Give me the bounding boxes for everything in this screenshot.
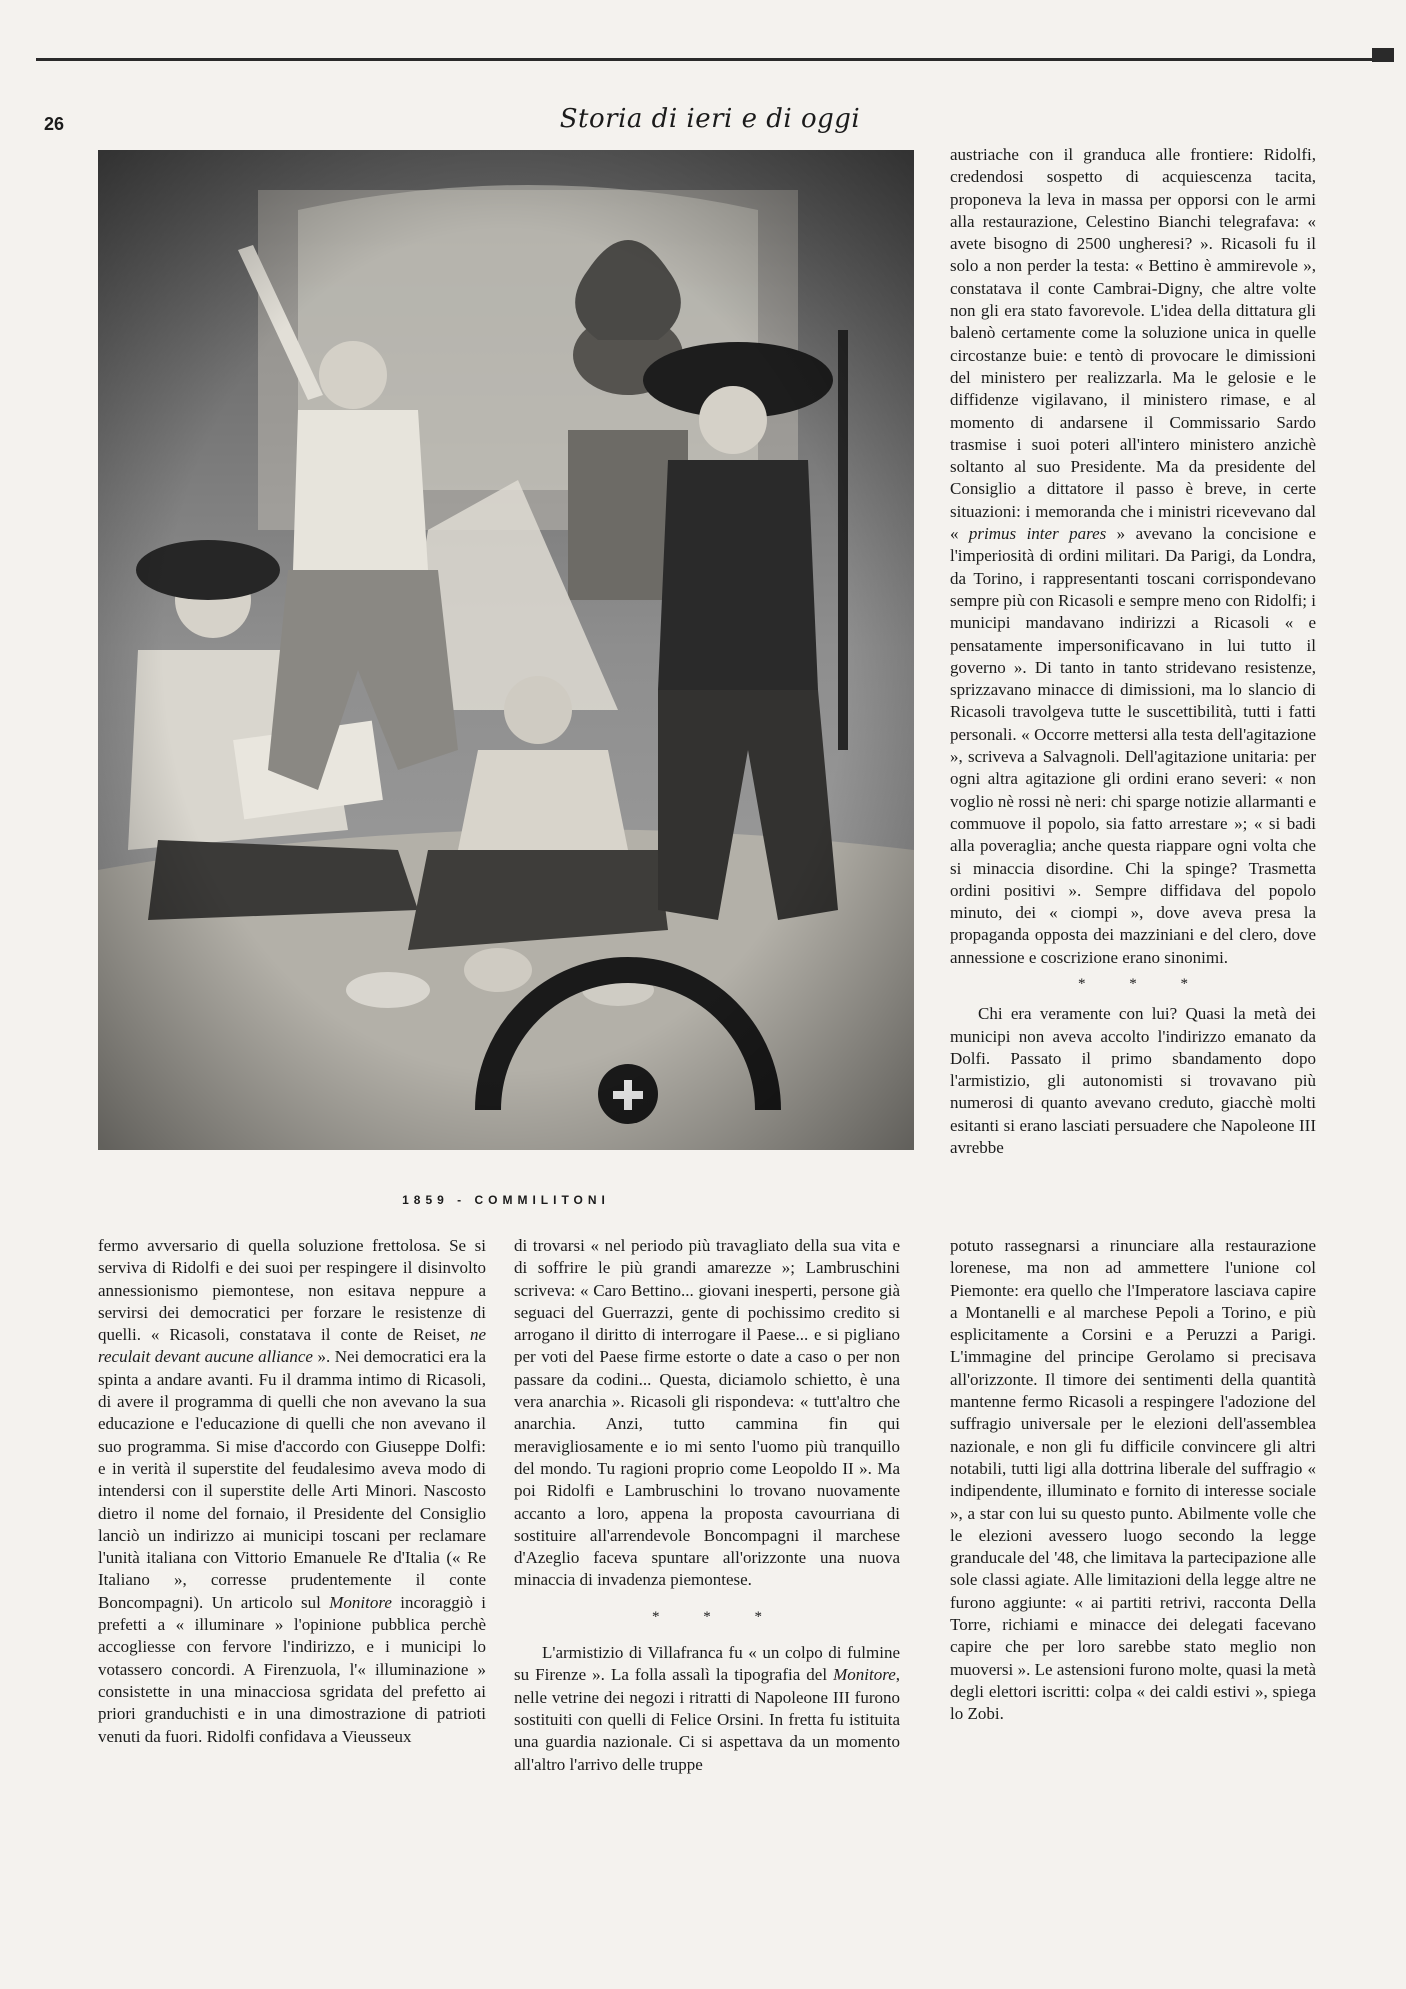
paragraph-text: , nelle vetrine dei negozi i ritratti di Napoleone III furono sostituiti con quelli di Felice Orsini. In fretta fu istituita una guardia nazionale. Ci si aspettava da un momento all'altro l'arrivo delle truppe bbox=[514, 1665, 901, 1774]
page-number: 26 bbox=[44, 114, 65, 134]
text-column-right-bottom bbox=[950, 1235, 1316, 1726]
italic-phrase: primus inter pares bbox=[968, 524, 1107, 544]
paragraph-text: incoraggiò i prefetti a « illuminare » l'opinione pubblica perchè accogliesse con fervore l'indirizzo, e i municipi lo votassero concordi. A Firenzuola, l'« illuminazione » consistette in una minacciosa sgridata del prefetto ai priori granduchisti e in una dimostrazione di patrioti venuti da fuori. Ridolfi confidava a Vieusseux bbox=[98, 1592, 487, 1746]
paragraph-text: » avevano la concisione e l'imperiosità di ordini militari. Da Parigi, da Londra, da Torino, i rappresentanti toscani corrispondevano sempre più con Ricasoli e sempre meno con Ridolfi; i municipi mandavano indirizzi a Ricasoli « e pensatamente impersonificavano in lui tutto il governo ». Di tanto in tanto stridevano resistenze, sprizzavano minacce di dimissioni, ma lo slancio di Ricasoli travolgeva tutte le suscettibilità, tutti i fatti personali. « Occorre mettersi alla testa dell'agitazione », scriveva a Salvagnoli. Dell'agitazione unitaria: per ogni altra agitazione gli ordini erano severi: « non voglio nè rossi nè neri: chi sparge notizie allarmanti e commuove il popolo, sia fatto arrestare »; « si badi alla poveraglia; anche questa riappare ogni volta che si minaccia disordine. Chi la spinge? Trasmetta ordini positivi ». Sempre diffidava del popolo minuto, dei « ciompi », dove aveva presa la propaganda opposta dei mazziniani e del clero, dove annessione e coscrizione erano sinonimi. bbox=[950, 524, 1316, 967]
top-rule bbox=[36, 58, 1376, 61]
historical-photograph bbox=[98, 150, 914, 1150]
running-title: Storia di ieri e di oggi bbox=[559, 104, 861, 134]
figure-caption: 1859 - COMMILITONI bbox=[402, 1193, 610, 1207]
paragraph: potuto rassegnarsi a rinunciare alla restaurazione lorenese, ma non ad ammettere l'unione col Piemonte: era quello che l'Imperatore lasciava capire a Montanelli e al marchese Pepoli a Torino, e più esplicitamente a Corsini e a Peruzzi a Parigi. L'immagine del principe Gerolamo si precisava all'orizzonte. Il timore dei sentimenti della quantità mantenne fermo Ricasoli a respingere l'adozione del suffragio universale per le elezioni dell'assemblea nazionale, e non gli fu difficile convincere gli altri notabili, tutti ligi alla dottrina liberale del suffragio « indipendente, illuminato e fornito di interesse sociale », a star con lui su questo punto. Abilmente volle che le elezioni avessero luogo secondo la legge granducale del '48, che limitava la partecipazione alle sole classi agiate. Alle limitazioni della legge altre ne furono aggiunte: « ai partiti retrivi, racconta Della Torre, richiami e minacce dei delegati facevano capire che per loro sarebbe stato meglio non muoversi ». Le astensioni furono molte, quasi la metà degli elettori iscritti: colpa « dei caldi estivi », spiega lo Zobi. bbox=[950, 1236, 1316, 1724]
paragraph-text: L'armistizio di Villafranca fu « un colpo di fulmine su Firenze ». La folla assalì la tipografia del bbox=[514, 1643, 900, 1685]
top-rule-end bbox=[1372, 48, 1394, 62]
section-separator: * * * bbox=[652, 1608, 762, 1625]
paragraph-text: fermo avversario di quella soluzione frettolosa. Se si serviva di Ridolfi e dei suoi per respingere il disinvolto annessionismo piemontese, non esitava neppure a servirsi dei democratici per forzare le resistenze di quelli. « Ricasoli, constatava il conte de Reiset, bbox=[98, 1236, 486, 1345]
paragraph-text: austriache con il granduca alle frontiere: Ridolfi, credendosi sospetto di acquiescenza tacita, proponeva la leva in massa per opporsi con le armi alla restaurazione, Celestino Bianchi telegrafava: « avete bisogno di 2500 ungheresi? ». Ricasoli fu il solo a non perder la testa: « Bettino è ammirevole », constatava il conte Cambrai-Digny, che altre volte non gli era stato favorevole. L'idea della dittatura gli balenò certamente come la soluzione unica in quelle circostanze buie: e tentò di provocare le dimissioni del ministero per realizzarla. Ma le gelosie e le diffidenze vigilavano, il ministero rimase, e al momento di andarsene il Commissario Sardo trasmise i suoi poteri all'intero ministero anzichè soltanto al suo Presidente. Ma da presidente del Consiglio a dittatore il passo è breve, in certe situazioni: i memoranda che i ministri ricevevano dal « bbox=[950, 145, 1316, 544]
italic-title: Monitore bbox=[833, 1665, 896, 1685]
paragraph-text: ». Nei democratici era la spinta a andare avanti. Fu il dramma intimo di Ricasoli, di avere il programma di quelli che non avevano la sua educazione e l'educazione di quelli che non avevano il suo programma. Si mise d'accordo con Giuseppe Dolfi: e in verità il superstite del feudalesimo aveva modo di intendersi con il superstite delle Arti Minori. Nascosto dietro il nome del fornaio, il Presidente del Consiglio lanciò un indirizzo ai municipi toscani per reclamare l'unità italiana con Vittorio Emanuele Re d'Italia (« Re Italiano », corresse prudentemente il conte Boncompagni). Un articolo sul bbox=[98, 1347, 486, 1612]
paragraph bbox=[98, 1235, 486, 1748]
text-column-right-top bbox=[950, 144, 1316, 1159]
paragraph: Chi era veramente con lui? Quasi la metà dei municipi non aveva accolto l'indirizzo emanato da Dolfi. Passato il primo sbandamento dopo l'armistizio, gli autonomisti si trovavano più numerosi di quanto avevano creduto, giacchè molti esitanti si erano lasciati persuadere che Napoleone III avrebbe bbox=[950, 1004, 1316, 1158]
text-column-middle bbox=[514, 1235, 900, 1776]
paragraph bbox=[514, 1642, 900, 1776]
paragraph: di trovarsi « nel periodo più travagliato della sua vita e di soffrire le più grandi amarezze »; Lambruschini scriveva: « Caro Bettino... giovani inesperti, persone già seguaci del Guerrazzi, gente di pochissimo credito si arrogano il diritto di interrogare il Paese... e si pigliano per voti del Paese firme estorte o date a caso o per non passare da codini... Questa, diciamolo schietto, è una vera anarchia ». Ricasoli gli rispondeva: « tutt'altro che anarchia. Anzi, tutto cammina fin qui meravigliosamente e io mi sento l'uomo più tranquillo del mondo. Tu ragioni proprio come Leopoldo II ». Ma poi Ridolfi e Lambruschini lo trovano nuovamente accanto a loro, appena la proposta cavourriana di sostituire all'arrendevole Boncompagni il marchese d'Azeglio faceva spuntare all'orizzonte una nuova minaccia di invadenza piemontese. bbox=[514, 1236, 900, 1590]
section-separator: * * * bbox=[1078, 975, 1188, 992]
text-column-left bbox=[98, 1235, 486, 1748]
paragraph bbox=[950, 144, 1316, 969]
photo-illustration bbox=[98, 150, 914, 1150]
italic-phrase: ne reculait devant aucune alliance bbox=[98, 1325, 486, 1367]
italic-title: Monitore bbox=[329, 1592, 392, 1612]
